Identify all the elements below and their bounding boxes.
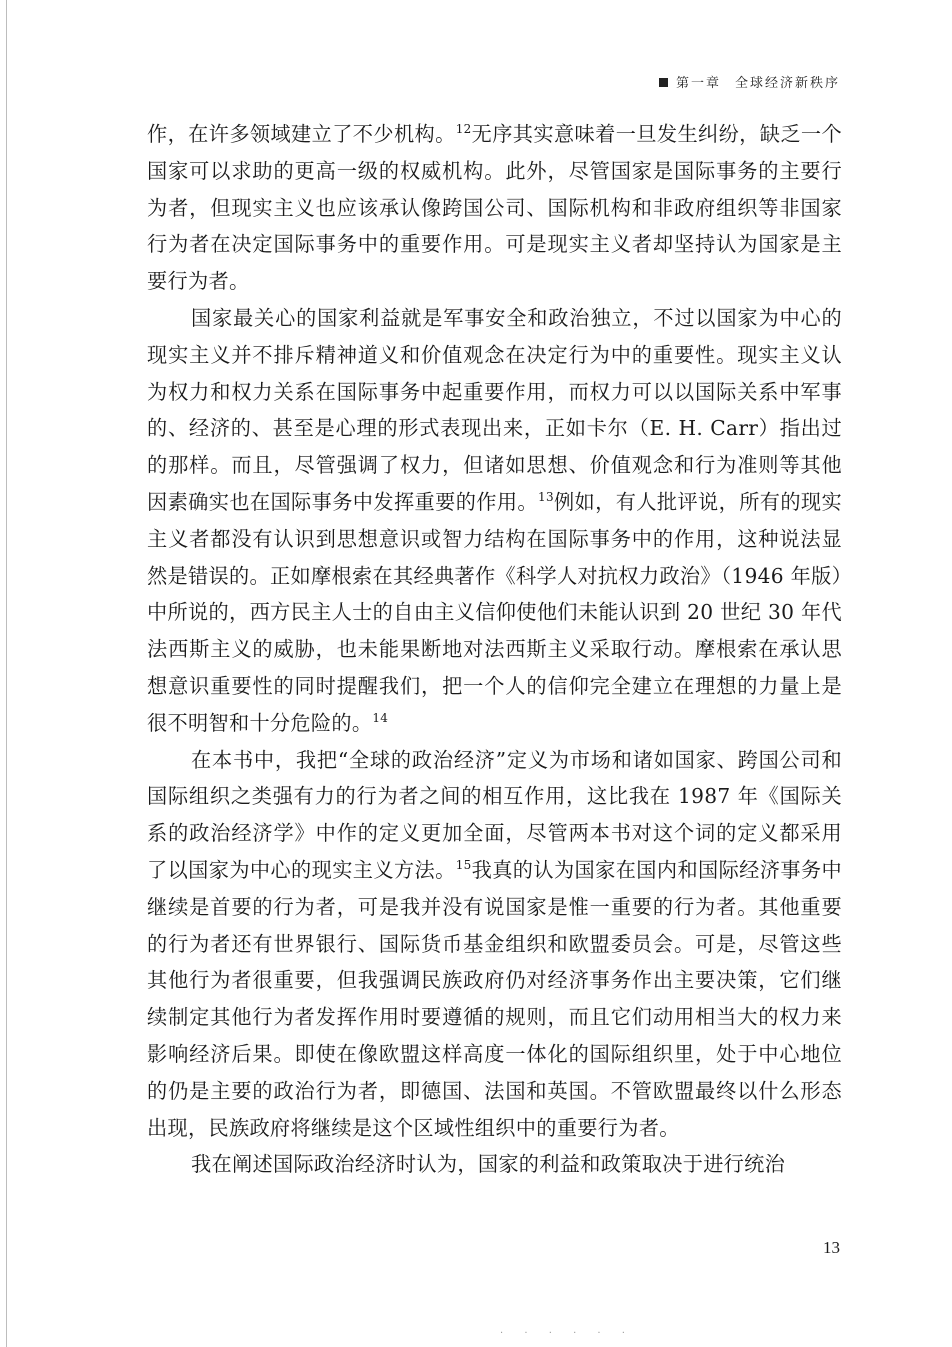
text-run: 我在阐述国际政治经济时认为，国家的利益和政策取决于进行统治 bbox=[191, 1152, 786, 1177]
footnote-ref: 14 bbox=[372, 710, 389, 725]
text-run: 在本书中，我把“全球的政治经济”定义为市场和诸如国家、跨国公司和国际组织之类强有力的行为者之间的相互作用，这比我在 1987 年《国际关系的政治经济学》中作的定义更加全面，尽管两本书对这个词的定义都采用了以国家为中心的现实主义方法。 bbox=[147, 747, 842, 882]
footnote-ref: 12 bbox=[455, 122, 472, 136]
paragraph bbox=[147, 300, 842, 742]
paragraph bbox=[147, 1146, 842, 1183]
running-head bbox=[659, 72, 840, 91]
square-bullet-icon bbox=[659, 78, 668, 87]
footnote-ref: 15 bbox=[455, 857, 472, 872]
text-run: 我真的认为国家在国内和国际经济事务中继续是首要的行为者，可是我并没有说国家是惟一重要的行为者。其他重要的行为者还有世界银行、国际货币基金组织和欧盟委员会。可是，尽管这些其他行为者很重要，但我强调民族政府仍对经济事务作出主要决策，它们继续制定其他行为者发挥作用时要遵循的规则，而且它们动用相当大的权力来影响经济后果。即使在像欧盟这样高度一体化的国际组织里，处于中心地位的仍是主要的政治行为者，即德国、法国和英国。不管欧盟最终以什么形态出现，民族政府将继续是这个区域性组织中的重要行为者。 bbox=[147, 857, 842, 1140]
text-run: 例如，有人批评说，所有的现实主义者都没有认识到思想意识或智力结构在国际事务中的作用，这种说法显然是错误的。正如摩根索在其经典著作《科学人对抗权力政治》（1946 年版）中所说的，西方民主人士的自由主义信仰使他们未能认识到 20 世纪 30 年代法西斯主义的威胁，也未能果断地对法西斯主义采取行动。摩根索在承认思想意识重要性的同时提醒我们，把一个人的信仰完全建立在理想的力量上是很不明智和十分危险的。 bbox=[147, 489, 843, 735]
text-run: 无序其实意味着一旦发生纠纷，缺乏一个国家可以求助的更高一级的权威机构。此外，尽管国家是国际事务的主要行为者，但现实主义也应该承认像跨国公司、国际机构和非政府组织等非国家行为者在决定国际事务中的重要作用。可是现实主义者却坚持认为国家是主要行为者。 bbox=[147, 122, 842, 294]
paragraph bbox=[147, 116, 842, 300]
footnote-ref: 13 bbox=[538, 489, 554, 504]
text-run: 国家最关心的国家利益就是军事安全和政治独立，不过以国家为中心的现实主义并不排斥精神道义和价值观念在决定行为中的重要性。现实主义认为权力和权力关系在国际事务中起重要作用，而权力可以以国际关系中军事的、经济的、甚至是心理的形式表现出来，正如卡尔（E. H. Carr）指出过的那样。而且，尽管强调了权力，但诸如思想、价值观念和行为准则等其他因素确实也在国际事务中发挥重要的作用。 bbox=[147, 305, 842, 514]
scan-noise-dots: · · · · · · bbox=[500, 1328, 634, 1339]
text-run: 作，在许多领域建立了不少机构。 bbox=[147, 122, 456, 146]
body-text bbox=[147, 116, 842, 1183]
chapter-label: 第一章 bbox=[675, 76, 721, 91]
chapter-title: 全球经济新秩序 bbox=[734, 76, 840, 91]
scan-page-edge bbox=[6, 0, 7, 1347]
paragraph bbox=[147, 742, 842, 1147]
page-number: 13 bbox=[823, 1238, 840, 1257]
